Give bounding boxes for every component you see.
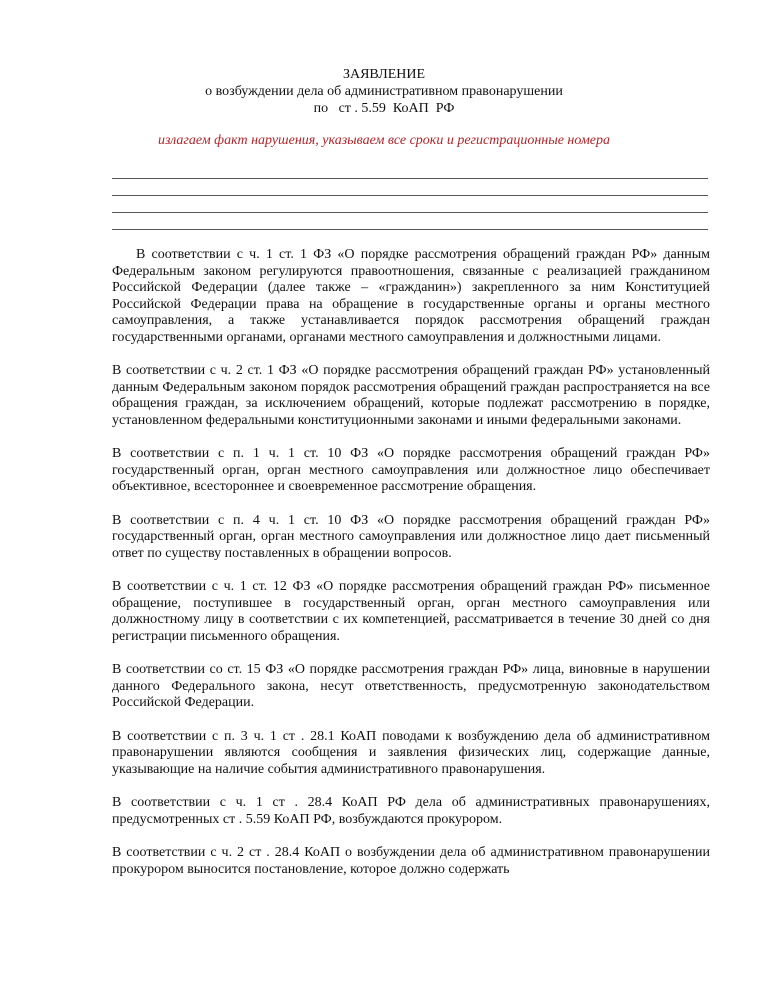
article-reference: по ст . 5.59 КоАП РФ bbox=[313, 101, 455, 116]
paragraph: В соответствии с ч. 2 ст . 28.4 КоАП о возбуждении дела об административном правонарушении прокурором выносится постановление, которое должно содержать bbox=[112, 845, 710, 877]
document-subtitle: о возбуждении дела об административном правонарушении bbox=[205, 84, 563, 99]
instruction-note: излагаем факт нарушения, указываем все сроки и регистрационные номера bbox=[158, 133, 610, 148]
fill-in-line bbox=[112, 195, 708, 196]
fill-in-line bbox=[112, 178, 708, 179]
fill-in-line bbox=[112, 229, 708, 230]
paragraph: В соответствии с п. 3 ч. 1 ст . 28.1 КоАП поводами к возбуждению дела об административном правонарушении являются сообщения и заявления физических лиц, содержащие данные, указывающие на наличие события административного правонарушения. bbox=[112, 728, 710, 777]
paragraph: В соответствии с ч. 2 ст. 1 ФЗ «О порядке рассмотрения обращений граждан РФ» установленный данным Федеральным законом порядок рассмотрения обращений граждан распространяется на все обращения граждан, за исключением обращений, которые подлежат рассмотрению в порядке, установленном федеральными конституционными законами и иными федеральными законами. bbox=[112, 363, 710, 428]
paragraph: В соответствии с ч. 1 ст. 1 ФЗ «О порядке рассмотрения обращений граждан РФ» данным Федеральным законом регулируются правоотношения, связанные с реализацией гражданином Российской Федерации (далее также – «гражданин») закрепленного за ним Конституцией Российской Федерации права на обращение в государственные органы и органы местного самоуправления, а также устанавливается порядок рассмотрения обращений граждан государственными органами, органами местного самоуправления и должностными лицами. bbox=[112, 247, 710, 345]
document-body bbox=[112, 247, 710, 878]
document-header bbox=[0, 66, 768, 117]
paragraph: В соответствии с ч. 1 ст . 28.4 КоАП РФ дела об административных правонарушениях, предусмотренных ст . 5.59 КоАП РФ, возбуждаются прокурором. bbox=[112, 795, 710, 827]
fill-in-line bbox=[112, 212, 708, 213]
paragraph: В соответствии со ст. 15 ФЗ «О порядке рассмотрения граждан РФ» лица, виновные в нарушении данного Федерального закона, несут ответственность, предусмотренную законодательством Российской Федерации. bbox=[112, 662, 710, 710]
document-title: ЗАЯВЛЕНИЕ bbox=[342, 67, 426, 82]
paragraph: В соответствии с п. 4 ч. 1 ст. 10 ФЗ «О порядке рассмотрения обращений граждан РФ» государственный орган, орган местного самоуправления или должностное лицо дает письменный ответ по существу поставленных в обращении вопросов. bbox=[112, 512, 710, 561]
paragraph: В соответствии с ч. 1 ст. 12 ФЗ «О порядке рассмотрения обращений граждан РФ» письменное обращение, поступившее в государственный орган, орган местного самоуправления или должностному лицу в соответствии с их компетенцией, рассматривается в течение 30 дней со дня регистрации письменного обращения. bbox=[112, 579, 710, 644]
paragraph: В соответствии с п. 1 ч. 1 ст. 10 ФЗ «О порядке рассмотрения обращений граждан РФ» государственный орган, орган местного самоуправления или должностное лицо обеспечивает объективное, всестороннее и своевременное рассмотрение обращения. bbox=[112, 446, 710, 494]
